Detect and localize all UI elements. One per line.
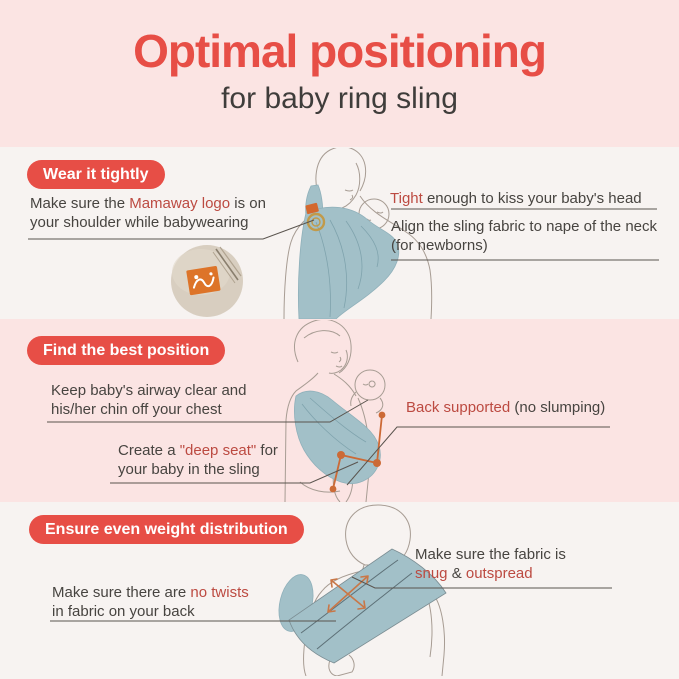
note-segment: Keep baby's airway clear and his/her chin off your chest <box>51 382 247 418</box>
note-segment: Create a <box>118 442 180 459</box>
note-tight <box>390 189 642 208</box>
note-segment: Make sure the fabric is <box>415 546 566 563</box>
note-airway <box>51 381 261 419</box>
note-segment-red: no twists <box>190 584 249 601</box>
page-subtitle: for baby ring sling <box>221 82 458 115</box>
note-segment: Align the sling fabric to nape of the neck (for newborns) <box>391 218 658 254</box>
note-snug-outspread <box>415 545 587 583</box>
note-segment: is on your shoulder while babywearing <box>30 195 266 231</box>
note-deep-seat <box>118 441 296 479</box>
note-segment: enough to kiss your baby's head <box>422 190 642 207</box>
note-segment: in fabric on your back <box>52 603 195 620</box>
note-align <box>391 217 659 255</box>
note-back-supported <box>406 398 605 417</box>
note-segment-red: Tight <box>390 190 423 207</box>
note-segment-red: snug <box>415 565 448 582</box>
note-segment-red: Mamaway logo <box>129 195 231 212</box>
note-segment: Make sure there are <box>52 584 191 601</box>
note-no-twists <box>52 583 264 621</box>
note-segment: Make sure the <box>30 195 130 212</box>
note-segment-red: Back supported <box>406 399 511 416</box>
note-segment: & <box>447 565 466 582</box>
note-segment: for your baby in the sling <box>118 442 278 478</box>
note-segment-red: outspread <box>465 565 533 582</box>
badge-find-best-position: Find the best position <box>27 336 225 365</box>
note-mamaway-logo <box>30 194 268 232</box>
page-title: Optimal positioning <box>133 25 546 77</box>
note-segment-red: "deep seat" <box>179 442 257 459</box>
mamaway-logo-photo <box>171 245 243 317</box>
badge-even-weight-distribution: Ensure even weight distribution <box>29 515 304 544</box>
badge-wear-it-tightly: Wear it tightly <box>27 160 165 189</box>
note-segment: (no slumping) <box>510 399 606 416</box>
